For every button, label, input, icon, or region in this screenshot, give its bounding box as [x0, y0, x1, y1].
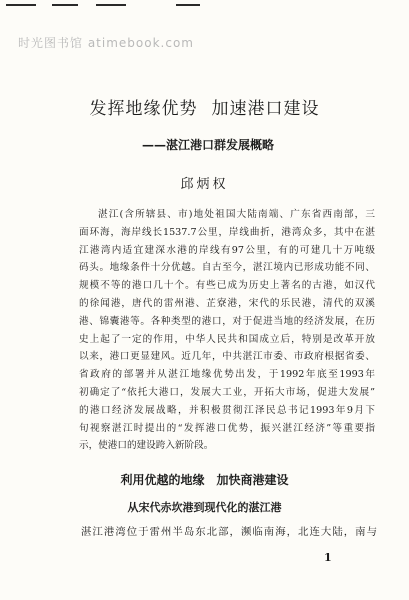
section-heading-part1: 利用优越的地缘 — [120, 473, 205, 487]
page-number: 1 — [324, 551, 332, 564]
body-line: 湛江(含所辖县、市)地处祖国大陆南端、广东省西南部，三 — [98, 209, 375, 220]
body-line: 史上起了一定的作用，中华人民共和国成立后，特别是改革开放 — [79, 333, 375, 345]
article-title-part1: 发挥地缘优势 — [89, 99, 198, 119]
body-line: 规模不等的港口几十个。有些已成为历史上著名的古港，如汉代 — [79, 280, 375, 292]
body-line: 的徐闻港，唐代的雷州港、芷寮港，宋代的乐民港，清代的双溪 — [79, 297, 375, 309]
body-line: 港、锦囊港等。各种类型的港口，对于促进当地的经济发展，在历 — [79, 315, 375, 327]
body-line: 的港口经济发展战略，并积极贯彻江泽民总书记1993年9月下 — [79, 404, 375, 416]
body-line: 初确定了“依托大港口，发展大工业，开拓大市场，促进大发展” — [79, 386, 375, 398]
article-subtitle: ——湛江港口群发展概略 — [142, 138, 275, 152]
body-line: 旬视察湛江时提出的“发挥港口优势，振兴湛江经济”等重要指 — [79, 422, 375, 434]
body-line: 码头。地缘条件十分优越。自古至今，湛江境内已形成功能不同、 — [79, 262, 375, 274]
section-heading — [0, 471, 409, 488]
body-line: 示，使港口的建设跨入新阶段。 — [79, 440, 214, 452]
author-name: 邱炳权 — [180, 177, 229, 192]
top-decorative-rule — [176, 4, 200, 6]
top-decorative-rule — [96, 4, 126, 6]
top-decorative-rule — [6, 4, 36, 6]
body-line: 湛江港湾位于雷州半岛东北部，濒临南海，北连大陆，南与 — [81, 526, 377, 538]
body-line: 面环海，海岸线长1537.7公里，岸线曲折，港湾众多，其中在湛 — [79, 226, 375, 238]
article-title-part2: 加速港口建设 — [211, 99, 320, 119]
article-title — [0, 94, 409, 119]
section-heading-part2: 加快商港建设 — [216, 473, 289, 487]
sub-heading: 从宋代赤坎港到现代化的湛江港 — [127, 501, 282, 514]
body-paragraph — [79, 206, 375, 455]
watermark: 时光图书馆 atimebook.com — [18, 36, 194, 50]
body-line: 省政府的部署并从湛江地缘优势出发，于1992年底至1993年 — [79, 369, 375, 381]
body-line: 以来，港口更显建风。近几年，中共湛江市委、市政府根据省委、 — [79, 351, 375, 363]
top-decorative-rule — [52, 4, 78, 6]
body-line: 江港湾内适宜建深水港的岸线有97公里，有的可建几十万吨级 — [79, 244, 375, 256]
